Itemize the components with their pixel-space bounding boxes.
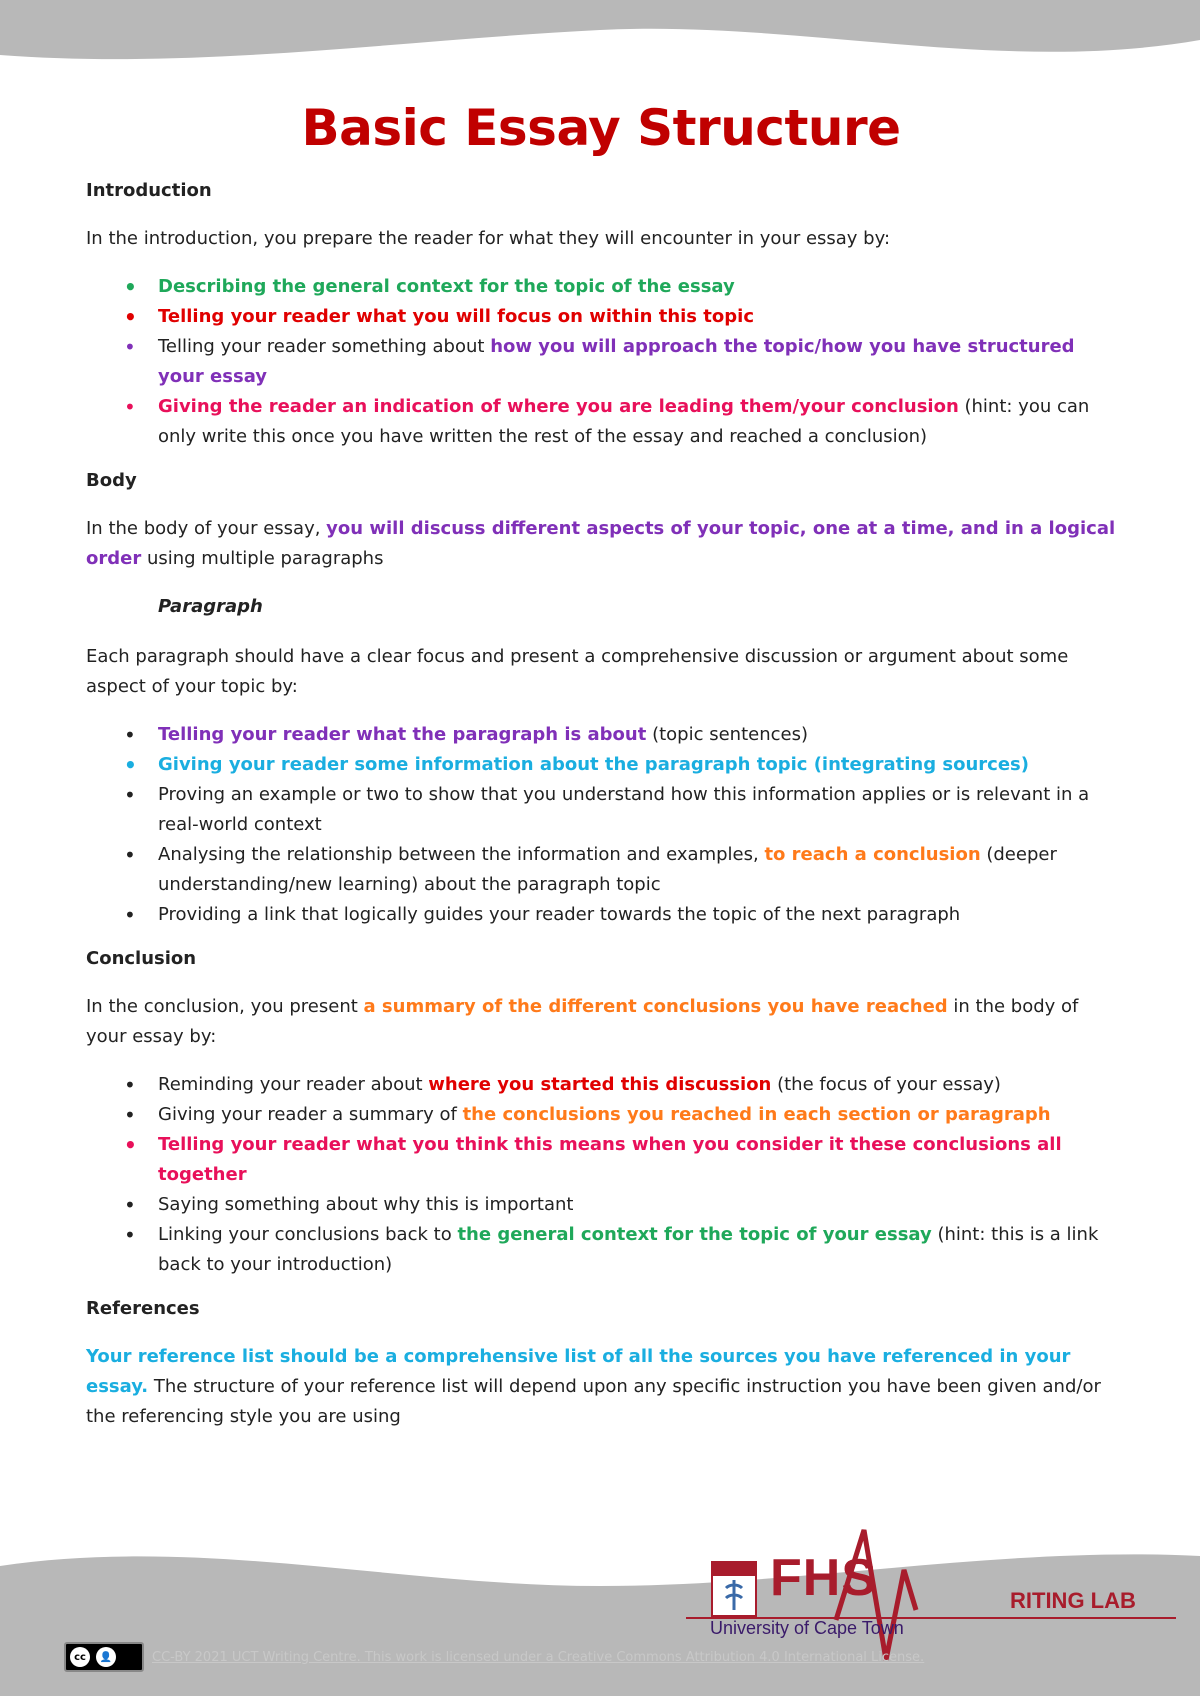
- list-item: • Analysing the relationship between the information and examples, to reach a conclusion (deeper understanding/new learning) about the paragraph topic: [158, 840, 1116, 900]
- attribution-icon: 👤: [96, 1647, 116, 1667]
- section-heading-conclusion: Conclusion: [86, 948, 197, 969]
- section-heading-introduction: Introduction: [86, 180, 212, 201]
- list-item: • Providing a link that logically guides your reader towards the topic of the next paragraph: [158, 900, 1116, 930]
- subheading-paragraph: Paragraph: [158, 596, 263, 617]
- section-heading-references: References: [86, 1298, 200, 1319]
- body-lead: In the body of your essay, you will discuss different aspects of your topic, one at a time, and in a logical order using multiple paragraphs: [86, 518, 1116, 569]
- references-text: Your reference list should be a comprehensive list of all the sources you have referenced in your essay. The structure of your reference list will depend upon any specific instruction you have been given and/or the referencing style you are using: [86, 1346, 1101, 1427]
- list-item: • Telling your reader what you will focus on within this topic: [158, 302, 1116, 332]
- list-item: • Proving an example or two to show that you understand how this information applies or is relevant in a real-world context: [158, 780, 1116, 840]
- license-link[interactable]: CC-BY 2021 UCT Writing Centre. This work is licensed under a Creative Commons Attribution 4.0 International License.: [152, 1649, 925, 1665]
- intro-list: [86, 272, 1116, 452]
- cc-by-badge[interactable]: [64, 1642, 144, 1672]
- logo-uct-text: University of Cape Town: [710, 1618, 904, 1638]
- paragraph-list: [86, 720, 1116, 930]
- list-item: • Saying something about why this is important: [158, 1190, 1116, 1220]
- conclusion-lead: In the conclusion, you present a summary of the different conclusions you have reached in the body of your essay by:: [86, 996, 1079, 1047]
- license-footer: [64, 1642, 924, 1672]
- page-title: Basic Essay Structure: [301, 99, 901, 157]
- logo-writing-lab-text: RITING LAB: [1010, 1588, 1136, 1613]
- paragraph-lead: Each paragraph should have a clear focus and present a comprehensive discussion or argument about some aspect of your topic by:: [86, 646, 1069, 697]
- document-body: [86, 80, 1116, 1450]
- list-item: • Telling your reader something about how you will approach the topic/how you have structured your essay: [158, 332, 1116, 392]
- list-item: • Telling your reader what the paragraph is about (topic sentences): [158, 720, 1116, 750]
- top-wave-decoration: [0, 0, 1200, 70]
- list-item: • Giving the reader an indication of where you are leading them/your conclusion (hint: you can only write this once you have written the rest of the essay and reached a conclusion): [158, 392, 1116, 452]
- conclusion-list: [86, 1070, 1116, 1280]
- list-item: • Describing the general context for the topic of the essay: [158, 272, 1116, 302]
- list-item: • Telling your reader what you think this means when you consider it these conclusions all together: [158, 1130, 1116, 1190]
- list-item: • Giving your reader a summary of the conclusions you reached in each section or paragraph: [158, 1100, 1116, 1130]
- list-item: • Linking your conclusions back to the general context for the topic of your essay (hint: this is a link back to your introduction): [158, 1220, 1116, 1280]
- intro-lead: In the introduction, you prepare the reader for what they will encounter in your essay by:: [86, 228, 891, 249]
- list-item: • Giving your reader some information about the paragraph topic (integrating sources): [158, 750, 1116, 780]
- cc-icon: cc: [70, 1647, 90, 1667]
- section-heading-body: Body: [86, 470, 137, 491]
- list-item: • Reminding your reader about where you started this discussion (the focus of your essay): [158, 1070, 1116, 1100]
- logo-fhs-text: FHS: [770, 1549, 877, 1607]
